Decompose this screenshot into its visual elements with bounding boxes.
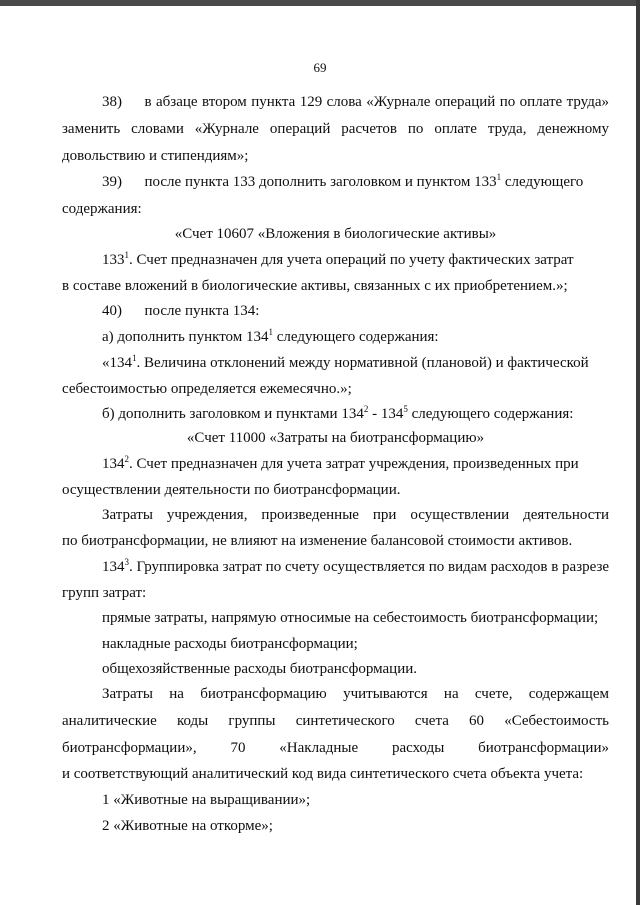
text-line: в составе вложений в биологические активы, связанных с их приобретением.»;: [62, 278, 568, 294]
text-line: себестоимостью определяется ежемесячно.»;: [62, 381, 352, 397]
text-line: $133^1$. Счет предназначен для учета операций по учету фактических затрат: [102, 250, 574, 268]
text-line: 38) в абзаце втором пункта 129 слова «Журнале операций по оплате труда»: [102, 94, 609, 110]
text-line: 39) после пункта 133 дополнить заголовком и пунктом $133^1$ следующего: [102, 172, 584, 190]
text-line: довольствию и стипендиям»;: [62, 148, 249, 164]
text-line: $134^3$. Группировка затрат по счету осуществляется по видам расходов в разрезе: [102, 557, 610, 575]
text-line: заменить словами «Журнале операций расчетов по оплате труда, денежному: [62, 121, 609, 137]
text-line: групп затрат:: [62, 585, 147, 601]
text-line: Затраты учреждения, произведенные при осуществлении деятельности: [102, 507, 609, 523]
list-item: 1 «Животные на выращивании»;: [102, 792, 311, 808]
text-line: содержания:: [62, 201, 142, 217]
text-line: и соответствующий аналитический код вида синтетического счета объекта учета:: [62, 766, 584, 782]
text-line: а) дополнить пунктом $134^1$ следующего содержания:: [102, 327, 439, 345]
text-line: накладные расходы биотрансформации;: [102, 636, 358, 652]
section-heading: «Счет 11000 «Затраты на биотрансформацию»: [186, 430, 485, 446]
text-line: 40) после пункта 134:: [102, 303, 260, 319]
text-line: «$134^1$. Величина отклонений между нормативной (плановой) и фактической: [102, 353, 589, 371]
text-line: биотрансформации», 70 «Накладные расходы биотрансформации»: [62, 740, 609, 756]
text-line: Затраты на биотрансформацию учитываются на счете, содержащем: [102, 686, 609, 702]
text-line: общехозяйственные расходы биотрансформации.: [102, 661, 417, 677]
text-line: $134^2$. Счет предназначен для учета затрат учреждения, произведенных при: [102, 454, 579, 472]
scan-top-edge: [0, 0, 640, 6]
text-line: аналитические коды группы синтетического счета 60 «Себестоимость: [62, 713, 609, 729]
section-heading: «Счет 10607 «Вложения в биологические активы»: [174, 226, 497, 242]
text-line: б) дополнить заголовком и пунктами $134^2 - 134^5$ следующего содержания:: [102, 404, 574, 422]
scan-right-edge: [636, 0, 640, 905]
text-line: по биотрансформации, не влияют на изменение балансовой стоимости активов.: [62, 533, 573, 549]
page-number: 69: [313, 60, 327, 75]
text-line: осуществлении деятельности по биотрансформации.: [62, 482, 401, 498]
text-line: прямые затраты, напрямую относимые на себестоимость биотрансформации;: [102, 610, 599, 626]
list-item: 2 «Животные на откорме»;: [102, 818, 273, 834]
